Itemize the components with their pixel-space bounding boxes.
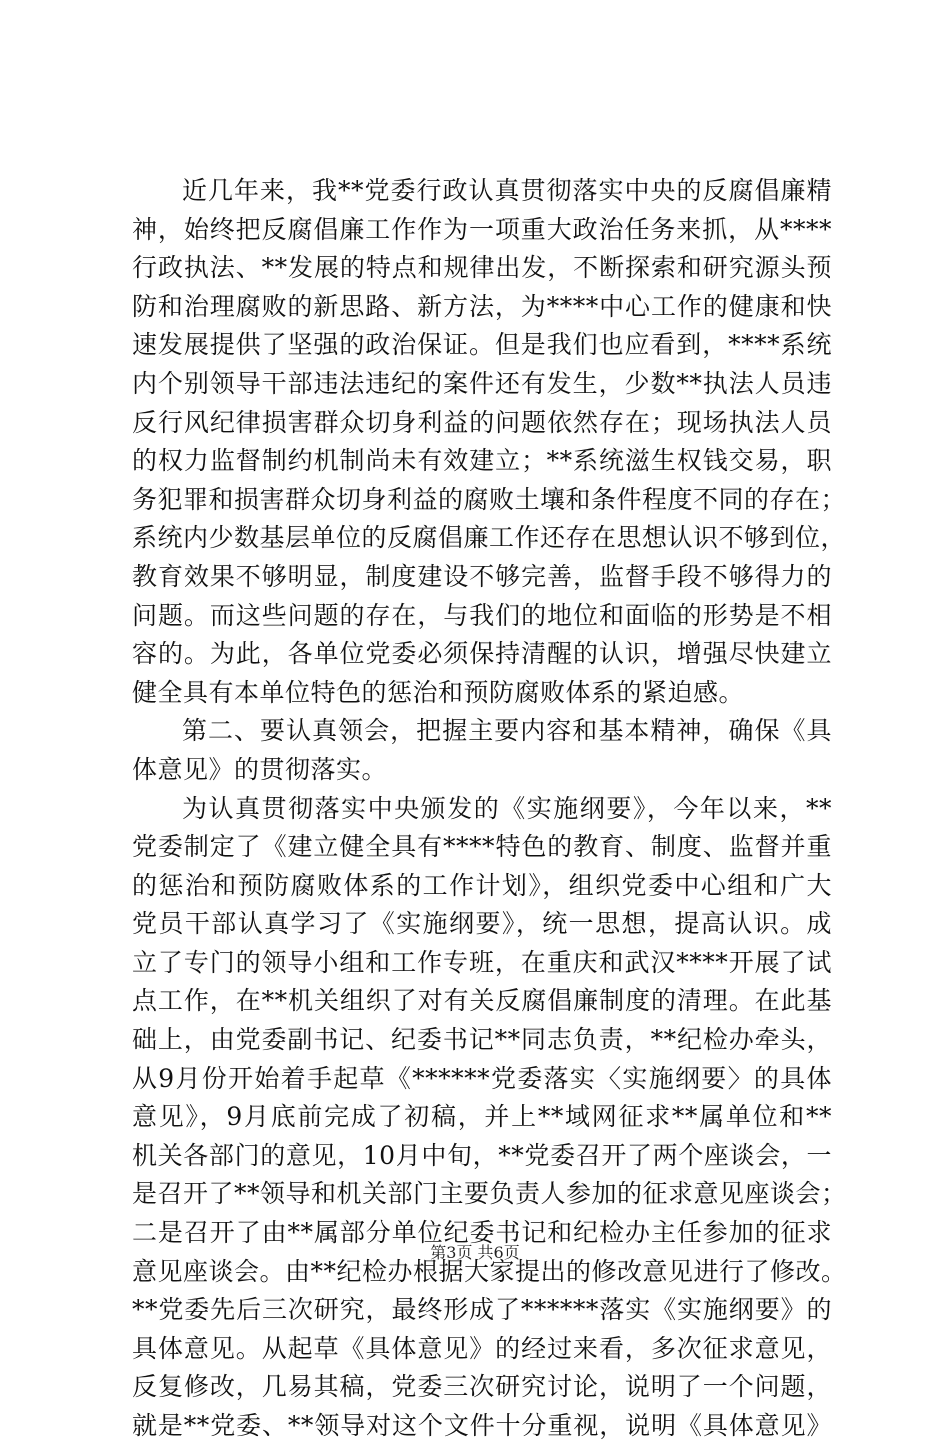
paragraph-line: 机关各部门的意见，10月中旬，**党委召开了两个座谈会，一 (132, 1140, 832, 1170)
paragraph-line: 点工作，在**机关组织了对有关反腐倡廉制度的清理。在此基 (132, 986, 832, 1016)
paragraph-line: 反复修改，几易其稿，党委三次研究讨论，说明了一个问题， (132, 1372, 832, 1402)
paragraph-line: 础上，由党委副书记、纪委书记**同志负责，**纪检办牵头， (132, 1025, 832, 1055)
paragraph-line: 的惩治和预防腐败体系的工作计划》，组织党委中心组和广大 (132, 870, 832, 900)
paragraph-line: 容的。为此，各单位党委必须保持清醒的认识，增强尽快建立 (132, 639, 832, 669)
paragraph-line: 意见座谈会。由**纪检办根据大家提出的修改意见进行了修改。 (132, 1256, 847, 1286)
paragraph-line: 从9月份开始着手起草《******党委落实〈实施纲要〉的具体 (132, 1063, 832, 1093)
paragraph-line: 是召开了**领导和机关部门主要负责人参加的征求意见座谈会； (132, 1179, 847, 1209)
paragraph-line: 速发展提供了坚强的政治保证。但是我们也应看到，****系统 (132, 330, 832, 360)
paragraph-line: **党委先后三次研究，最终形成了******落实《实施纲要》的 (132, 1295, 832, 1325)
paragraph-line: 党委制定了《建立健全具有****特色的教育、制度、监督并重 (132, 832, 832, 862)
paragraph-line: 防和治理腐败的新思路、新方法，为****中心工作的健康和快 (132, 291, 832, 321)
paragraph-line: 立了专门的领导小组和工作专班，在重庆和武汉****开展了试 (132, 947, 832, 977)
paragraph-line: 二是召开了由**属部分单位纪委书记和纪检办主任参加的征求 (132, 1218, 832, 1248)
paragraph-line: 就是**党委、**领导对这个文件十分重视，说明《具体意见》 (132, 1411, 832, 1440)
paragraph-line: 意见》，9月底前完成了初稿，并上**域网征求**属单位和** (132, 1102, 832, 1132)
section-heading-line: 第二、要认真领会，把握主要内容和基本精神，确保《具 (182, 716, 832, 746)
paragraph-line: 行政执法、**发展的特点和规律出发，不断探索和研究源头预 (132, 253, 832, 283)
paragraph-line: 内个别领导干部违法违纪的案件还有发生，少数**执法人员违 (132, 368, 832, 398)
page-number-footer: 第3页 共6页 (430, 1243, 520, 1262)
paragraph-line: 问题。而这些问题的存在，与我们的地位和面临的形势是不相 (132, 600, 832, 630)
paragraph-line: 务犯罪和损害群众切身利益的腐败土壤和条件程度不同的存在； (132, 484, 847, 514)
paragraph-line: 的权力监督制约机制尚未有效建立；**系统滋生权钱交易，职 (132, 446, 832, 476)
section-heading-line: 体意见》的贯彻落实。 (132, 754, 388, 784)
paragraph-line: 为认真贯彻落实中央颁发的《实施纲要》，今年以来，** (182, 793, 832, 823)
paragraph-line: 系统内少数基层单位的反腐倡廉工作还存在思想认识不够到位， (132, 523, 847, 553)
paragraph-line: 党员干部认真学习了《实施纲要》，统一思想，提高认识。成 (132, 909, 832, 939)
paragraph-line: 具体意见。从起草《具体意见》的经过来看，多次征求意见， (132, 1333, 832, 1363)
paragraph-line: 近几年来，我**党委行政认真贯彻落实中央的反腐倡廉精 (182, 176, 832, 205)
paragraph-line: 神，始终把反腐倡廉工作作为一项重大政治任务来抓，从**** (132, 214, 832, 244)
paragraph-line: 教育效果不够明显，制度建设不够完善，监督手段不够得力的 (132, 561, 832, 591)
paragraph-line: 反行风纪律损害群众切身利益的问题依然存在；现场执法人员 (132, 407, 832, 437)
paragraph-line: 健全具有本单位特色的惩治和预防腐败体系的紧迫感。 (132, 677, 745, 707)
